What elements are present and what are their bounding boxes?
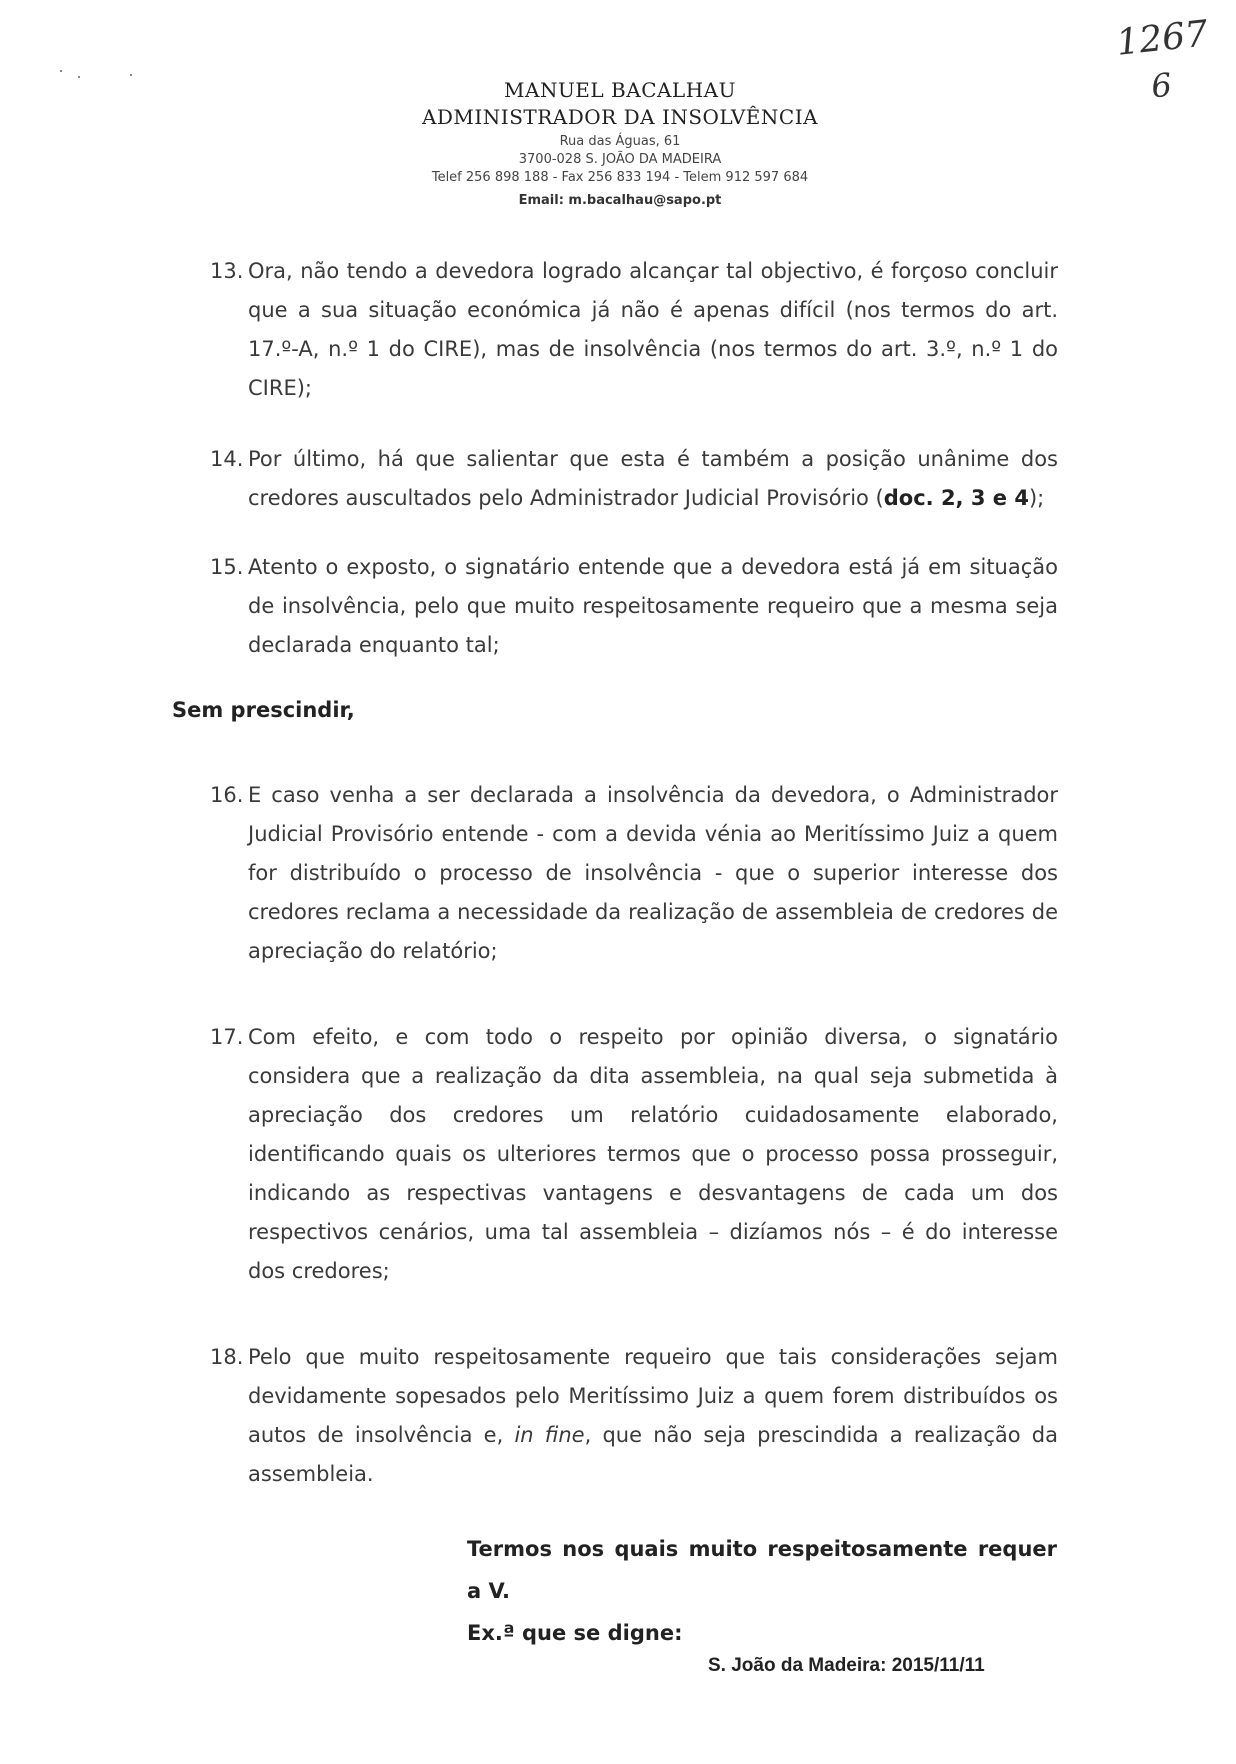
- paragraph-text-main: Por último, há que salientar que esta é também a posição unânime dos credores auscultados pelo Administrador Judicial Provisório (: [248, 447, 1058, 510]
- paragraph-text: [248, 1338, 1058, 1494]
- scan-speck: [130, 74, 132, 76]
- paragraph-number: 13.: [210, 259, 244, 283]
- doc-reference: doc. 2, 3 e 4: [883, 486, 1029, 510]
- page-number-main: 1267: [1114, 13, 1210, 64]
- paragraph-number: 17.: [210, 1025, 244, 1049]
- paragraph-text: E caso venha a ser declarada a insolvência da devedora, o Administrador Judicial Provisório entende - com a devida vénia ao Meritíssimo Juiz a quem for distribuído o processo de insolvência - que o superior interesse dos credores reclama a necessidade da realização de assembleia de credores de apreciação do relatório;: [248, 783, 1058, 963]
- closing-line-1: Termos nos quais muito respeitosamente requer a V.: [467, 1537, 1057, 1603]
- paragraph-15: [210, 548, 1058, 665]
- scan-speck: [60, 70, 62, 72]
- letterhead-address: Rua das Águas, 61: [559, 134, 681, 149]
- date-line: S. João da Madeira: 2015/11/11: [708, 1655, 985, 1676]
- paragraph-text: Atento o exposto, o signatário entende que a devedora está já em situação de insolvência, pelo que muito respeitosamente requeiro que a mesma seja declarada enquanto tal;: [248, 555, 1058, 657]
- paragraph-number: 15.: [210, 555, 244, 579]
- paragraph-18: [210, 1338, 1058, 1494]
- paragraph-text-a: Pelo que muito respeitosamente requeiro que tais considerações sejam devidamente sopesados pelo Meritíssimo Juiz a quem forem distribuídos os autos de insolvência e,: [248, 1345, 1058, 1447]
- paragraph-17: [210, 1018, 1058, 1291]
- paragraph-13: [210, 252, 1058, 408]
- paragraph-number: 18.: [210, 1345, 244, 1369]
- paragraph-14: [210, 440, 1058, 518]
- letterhead-phones: Telef 256 898 188 - Fax 256 833 194 - Telem 912 597 684: [431, 170, 809, 185]
- letterhead-city: 3700-028 S. JOÃO DA MADEIRA: [518, 152, 722, 167]
- paragraph-text-end: );: [1028, 486, 1045, 510]
- paragraph-16: [210, 776, 1058, 971]
- letterhead-role: ADMINISTRADOR DA INSOLVÊNCIA: [421, 105, 819, 129]
- letterhead-name: MANUEL BACALHAU: [504, 78, 736, 102]
- letterhead: [300, 78, 940, 208]
- page-number-sub: 6: [1149, 65, 1174, 106]
- paragraph-number: 14.: [210, 447, 244, 471]
- subheading-sem-prescindir: Sem prescindir,: [172, 698, 355, 722]
- closing-line-2: Ex.ª que se digne:: [467, 1621, 683, 1645]
- paragraph-number: 16.: [210, 783, 244, 807]
- paragraph-text-b: , que não seja prescindida a realização da assembleia.: [248, 1423, 1059, 1486]
- closing-formula: [467, 1528, 1057, 1654]
- handwritten-page-number: [1114, 14, 1215, 133]
- scan-speck: [78, 76, 80, 78]
- latin-phrase: in fine: [514, 1423, 585, 1447]
- paragraph-text: [248, 440, 1058, 518]
- letterhead-email: Email: m.bacalhau@sapo.pt: [518, 193, 722, 208]
- paragraph-text: Com efeito, e com todo o respeito por opinião diversa, o signatário considera que a realização da dita assembleia, na qual seja submetida à apreciação dos credores um relatório cuidadosamente elaborado, identificando quais os ulteriores termos que o processo possa prosseguir, indicando as respectivas vantagens e desvantagens de cada um dos respectivos cenários, uma tal assembleia – dizíamos nós – é do interesse dos credores;: [248, 1025, 1058, 1283]
- paragraph-text: Ora, não tendo a devedora logrado alcançar tal objectivo, é forçoso concluir que a sua situação económica já não é apenas difícil (nos termos do art. 17.º-A, n.º 1 do CIRE), mas de insolvência (nos termos do art. 3.º, n.º 1 do CIRE);: [248, 259, 1058, 400]
